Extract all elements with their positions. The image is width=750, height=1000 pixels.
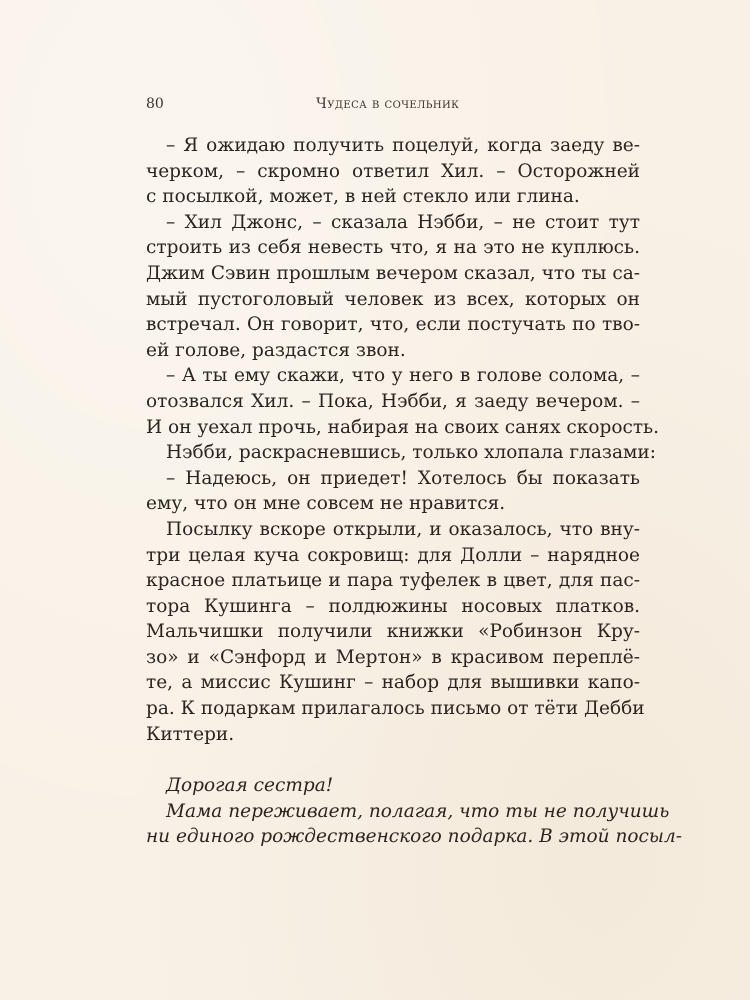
text-line: зо» и «Сэнфорд и Мертон» в красивом перeплё- bbox=[146, 646, 640, 668]
text-line: – Я ожидаю получить поцелуй, когда заеду ве- bbox=[166, 135, 640, 156]
text-line: Джим Сэвин прошлым вечером сказал, что ты са- bbox=[146, 262, 640, 284]
text-line: черком, – скромно ответил Хил. – Осторожней bbox=[146, 160, 640, 182]
text-line: И он уехал прочь, набирая на своих санях скорость. bbox=[146, 416, 660, 438]
text-line: Киттери. bbox=[146, 723, 235, 745]
page-header bbox=[146, 96, 634, 116]
letter-salutation: Дорогая сестра! bbox=[166, 775, 334, 797]
text-line: ему, что он мне совсем не нравится. bbox=[146, 493, 506, 515]
letter-line: ни единого рождественского подарка. В этой посыл- bbox=[146, 826, 682, 848]
text-line: – А ты ему скажи, что у него в голове солома, – bbox=[166, 365, 640, 387]
text-line: – Надеюсь, он приедет! Хотелось бы показать bbox=[166, 467, 640, 489]
text-line: Мальчишки получили книжки «Робинзон Кру- bbox=[146, 621, 640, 643]
text-line: – Хил Джонс, – сказала Нэбби, – не стоит тут bbox=[166, 211, 640, 233]
text-line: встречал. Он говорит, что, если постучать по тво- bbox=[146, 314, 640, 336]
section-gap bbox=[146, 747, 640, 773]
letter-line: Мама переживает, полагая, что ты не получишь bbox=[166, 800, 670, 822]
text-line: отозвался Хил. – Пока, Нэбби, я заеду вечером. – bbox=[146, 390, 640, 412]
text-line: тора Кушинга – полдюжины носовых платков. bbox=[146, 595, 640, 617]
text-line: ей голове, раздастся звон. bbox=[146, 339, 406, 361]
text-line: строить из себя невесть что, я на это не куплюсь. bbox=[146, 237, 640, 259]
text-line: Посылку вскоре открыли, и оказалось, что вну- bbox=[166, 518, 640, 540]
text-line: ра. К подаркам прилагалось письмо от тёти Дебби bbox=[146, 698, 645, 720]
page-number: 80 bbox=[146, 96, 164, 112]
body-text bbox=[146, 133, 682, 850]
text-line: с посылкой, может, в ней стекло или глина. bbox=[146, 186, 580, 208]
text-line: три целая куча сокровищ: для Долли – нарядное bbox=[146, 544, 640, 566]
text-line: мый пустоголовый человек из всех, которых он bbox=[146, 288, 640, 310]
running-title: Чудеса в сочельник bbox=[316, 96, 460, 112]
text-line: Нэбби, раскрасневшись, только хлопала глазами: bbox=[166, 442, 656, 464]
text-line: красное платьице и пара туфелек в цвет, для пас- bbox=[146, 570, 640, 592]
text-line: те, а миссис Кушинг – набор для вышивки капо- bbox=[146, 672, 640, 694]
